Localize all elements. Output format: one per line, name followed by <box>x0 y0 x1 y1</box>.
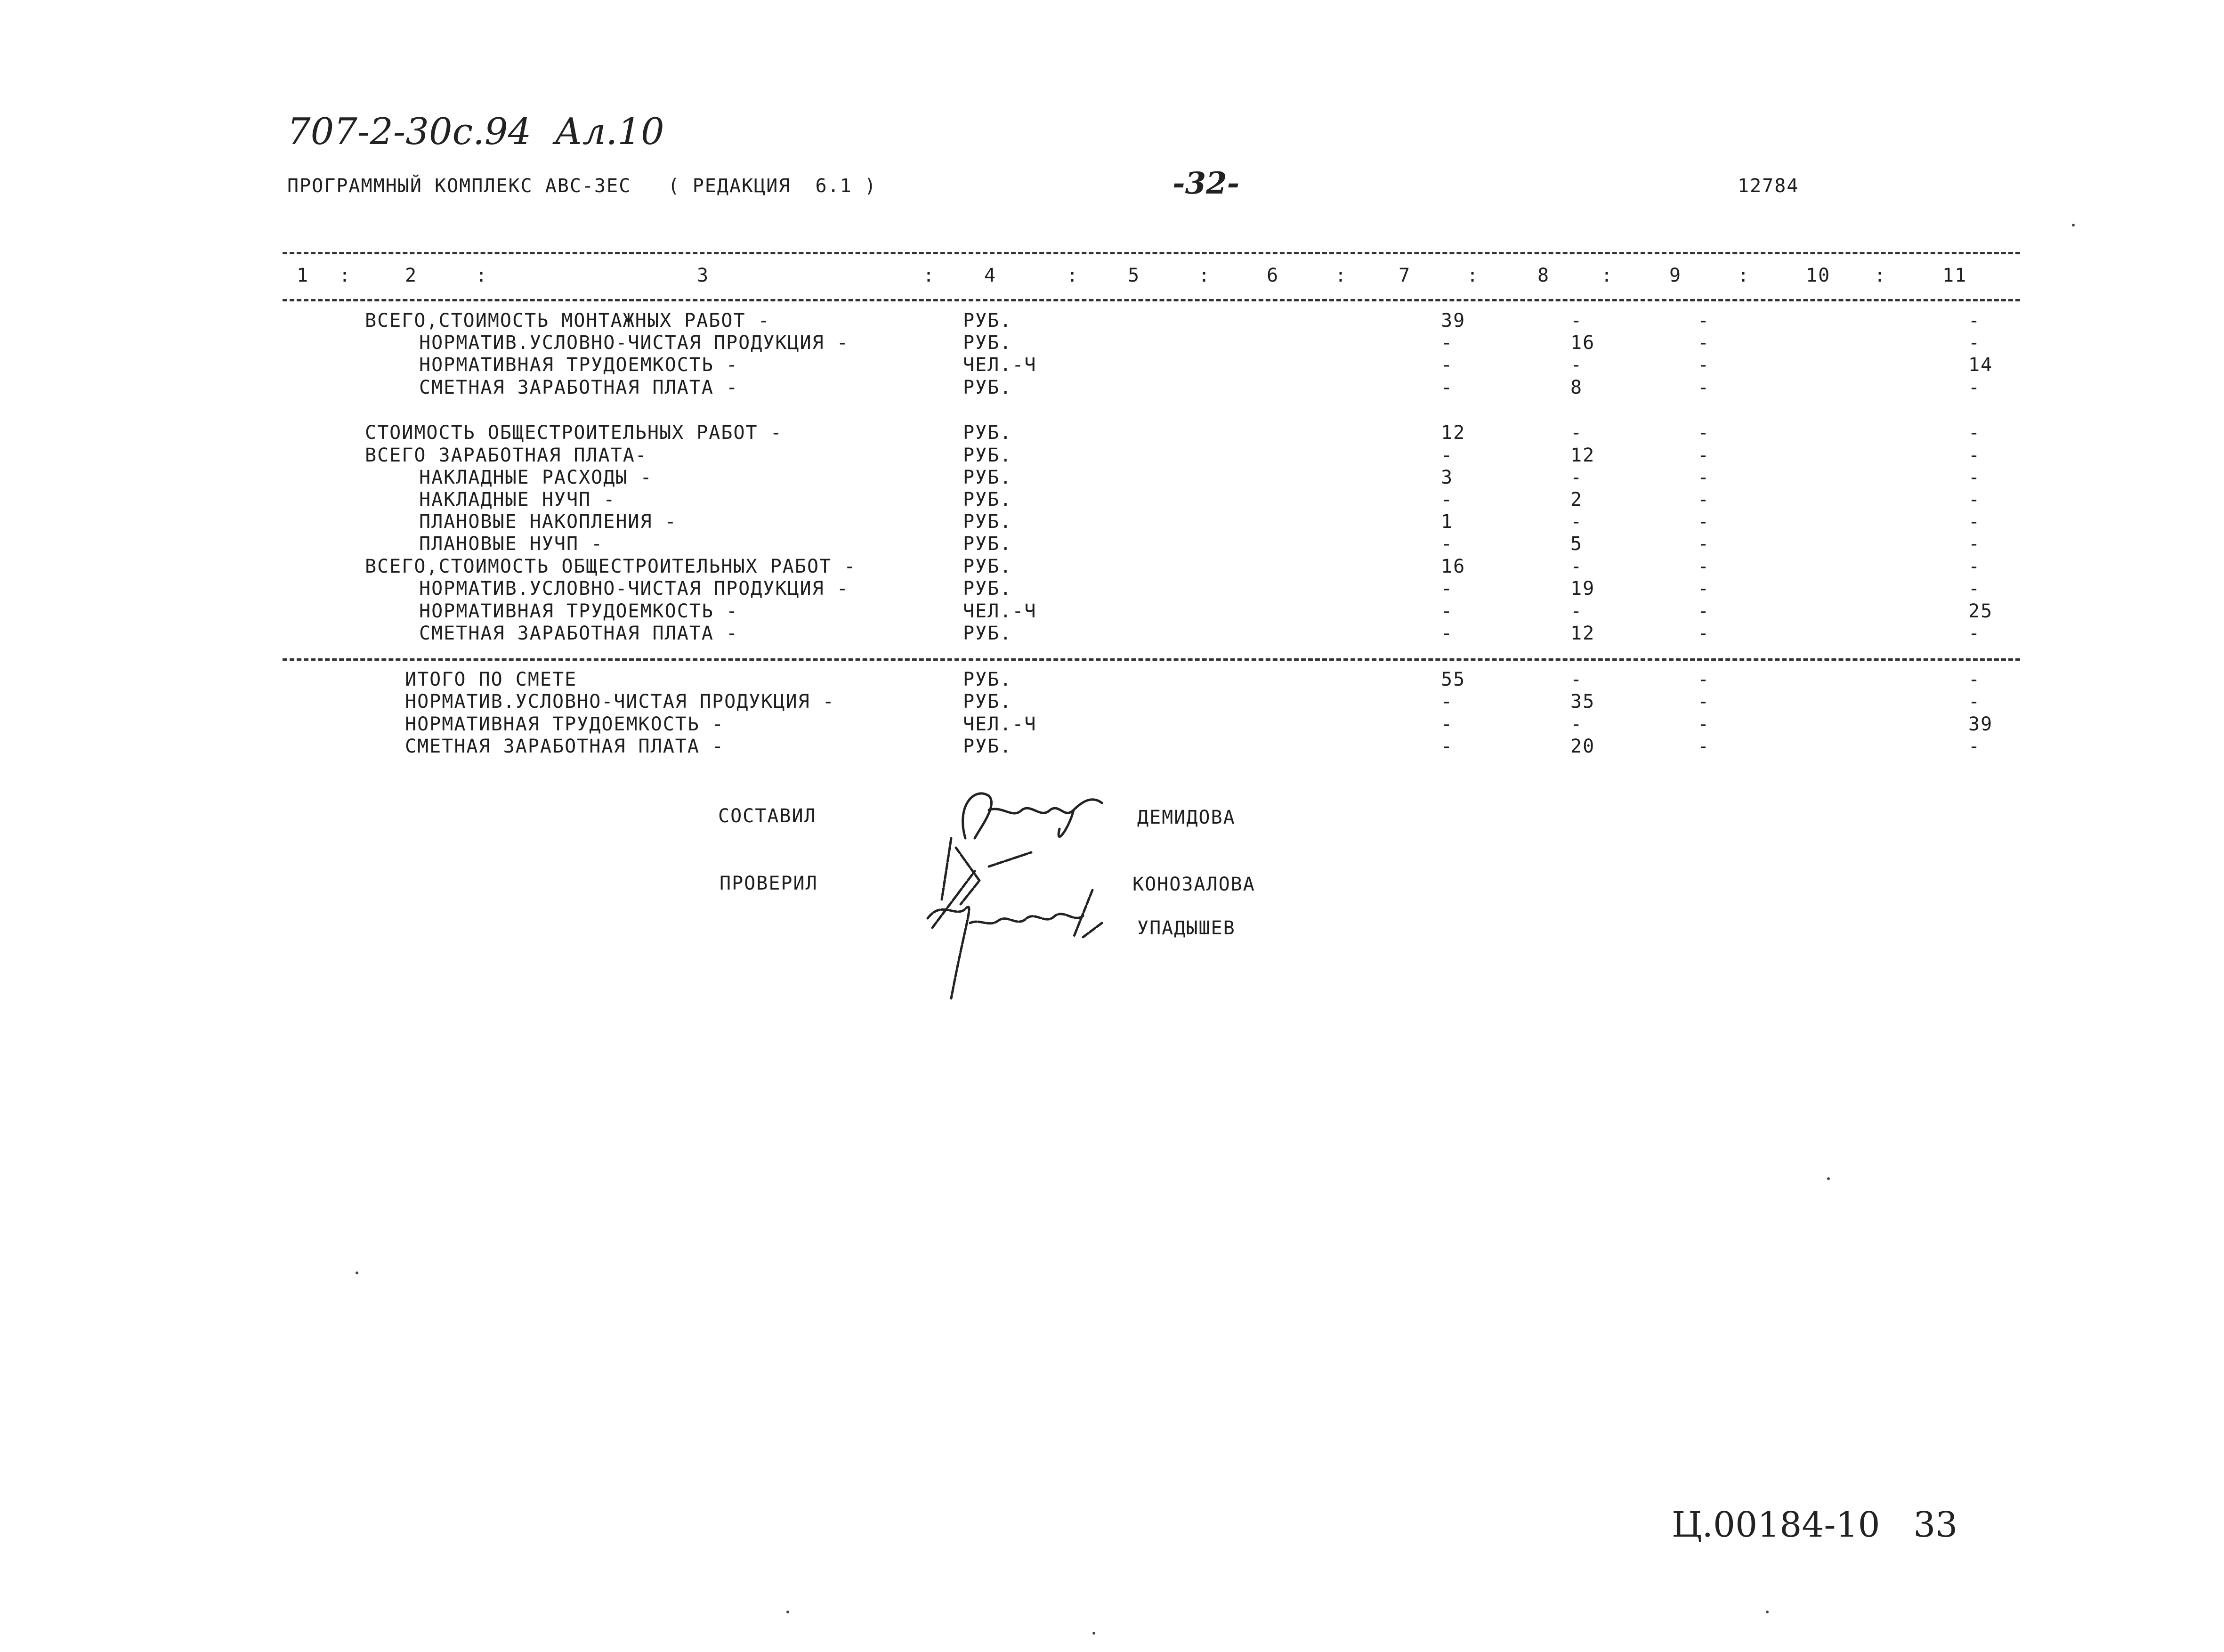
unit-cell: РУБ. <box>963 332 1012 354</box>
scan-speck <box>1092 1632 1095 1635</box>
compiled-name: ДЕМИДОВА <box>1137 807 1236 828</box>
table-row <box>0 422 2224 445</box>
col11-cell: - <box>1968 623 1981 644</box>
unit-cell: РУБ. <box>963 578 1012 599</box>
column-number: 7 <box>1399 265 1411 286</box>
table-row <box>0 354 2224 377</box>
checked-name-2: УПАДЫШЕВ <box>1137 917 1236 939</box>
column-number: 3 <box>697 265 710 286</box>
col8-cell: - <box>1570 354 1583 376</box>
col7-cell: - <box>1441 600 1454 622</box>
scan-speck <box>356 1271 358 1274</box>
col11-cell: - <box>1968 511 1981 533</box>
column-number: 2 <box>405 265 418 286</box>
row-label: НОРМАТИВНАЯ ТРУДОЕМКОСТЬ - <box>405 713 725 735</box>
unit-cell: РУБ. <box>963 310 1012 332</box>
row-label: ПЛАНОВЫЕ НАКОПЛЕНИЯ - <box>419 511 677 533</box>
column-number: 6 <box>1267 265 1279 286</box>
col11-cell: 14 <box>1968 354 1993 376</box>
row-label: НОРМАТИВ.УСЛОВНО-ЧИСТАЯ ПРОДУКЦИЯ - <box>419 578 849 599</box>
col8-cell: - <box>1570 511 1583 533</box>
col8-cell: 12 <box>1570 623 1595 644</box>
column-separator: : <box>1601 265 1614 286</box>
totals-rule <box>283 658 2020 661</box>
table-row <box>0 669 2224 691</box>
col9-cell: - <box>1698 354 1710 376</box>
col7-cell: - <box>1441 377 1454 398</box>
col7-cell: - <box>1441 332 1454 354</box>
col7-cell: - <box>1441 736 1454 757</box>
program-line: ПРОГРАММНЫЙ КОМПЛЕКС АВС-3ЕС ( РЕДАКЦИЯ 6.1 ) <box>287 175 877 197</box>
column-separator: : <box>1067 265 1079 286</box>
unit-cell: РУБ. <box>963 691 1012 713</box>
page-number: -32- <box>1173 166 1240 201</box>
col11-cell: - <box>1968 467 1981 488</box>
col7-cell: 1 <box>1441 511 1454 533</box>
table-header-rule <box>283 299 2020 301</box>
table-row <box>0 377 2224 399</box>
column-separator: : <box>1738 265 1750 286</box>
col7-cell: 3 <box>1441 467 1454 488</box>
checked-label: ПРОВЕРИЛ <box>720 873 818 894</box>
col8-cell: - <box>1570 713 1583 735</box>
col7-cell: - <box>1441 489 1454 510</box>
column-separator: : <box>1874 265 1887 286</box>
unit-cell: РУБ. <box>963 556 1012 577</box>
column-separator: : <box>476 265 488 286</box>
unit-cell: РУБ. <box>963 467 1012 488</box>
checked-name-1: КОНОЗАЛОВА <box>1132 874 1255 895</box>
col11-cell: - <box>1968 691 1981 713</box>
row-label: НОРМАТИВНАЯ ТРУДОЕМКОСТЬ - <box>419 354 739 376</box>
col9-cell: - <box>1698 511 1710 533</box>
col9-cell: - <box>1698 669 1710 690</box>
col9-cell: - <box>1698 713 1710 735</box>
table-row <box>0 623 2224 645</box>
table-row <box>0 445 2224 467</box>
col11-cell: 25 <box>1968 600 1993 622</box>
col9-cell: - <box>1698 533 1710 555</box>
col11-cell: - <box>1968 669 1981 690</box>
row-label: СМЕТНАЯ ЗАРАБОТНАЯ ПЛАТА - <box>419 377 739 398</box>
col7-cell: 16 <box>1441 556 1466 577</box>
col9-cell: - <box>1698 556 1710 577</box>
col7-cell: - <box>1441 533 1454 555</box>
column-number: 8 <box>1537 265 1550 286</box>
unit-cell: ЧЕЛ.-Ч <box>963 354 1037 376</box>
table-top-rule <box>283 252 2020 254</box>
col11-cell: - <box>1968 556 1981 577</box>
col9-cell: - <box>1698 310 1710 332</box>
table-row <box>0 332 2224 355</box>
col8-cell: - <box>1570 467 1583 488</box>
column-separator: : <box>339 265 352 286</box>
unit-cell: РУБ. <box>963 422 1012 444</box>
column-separator: : <box>923 265 936 286</box>
column-separator: : <box>1467 265 1480 286</box>
column-number: 5 <box>1128 265 1140 286</box>
col11-cell: 39 <box>1968 713 1993 735</box>
col7-cell: - <box>1441 354 1454 376</box>
table-row <box>0 713 2224 736</box>
col8-cell: - <box>1570 556 1583 577</box>
col9-cell: - <box>1698 736 1710 757</box>
column-separator: : <box>1335 265 1348 286</box>
column-number: 9 <box>1669 265 1682 286</box>
compiled-label: СОСТАВИЛ <box>718 805 817 827</box>
col9-cell: - <box>1698 691 1710 713</box>
row-label: ВСЕГО,СТОИМОСТЬ МОНТАЖНЫХ РАБОТ - <box>365 310 770 332</box>
table-row <box>0 736 2224 758</box>
table-row <box>0 691 2224 713</box>
col8-cell: 16 <box>1570 332 1595 354</box>
column-number: 4 <box>984 265 997 286</box>
col9-cell: - <box>1698 445 1710 466</box>
col11-cell: - <box>1968 533 1981 555</box>
unit-cell: РУБ. <box>963 511 1012 533</box>
scan-speck <box>1766 1611 1769 1613</box>
col8-cell: - <box>1570 310 1583 332</box>
col8-cell: 20 <box>1570 736 1595 757</box>
row-label: НАКЛАДНЫЕ НУЧП - <box>419 489 616 510</box>
column-number: 10 <box>1806 265 1831 286</box>
col7-cell: 39 <box>1441 310 1466 332</box>
row-label: ВСЕГО ЗАРАБОТНАЯ ПЛАТА- <box>365 445 647 466</box>
row-label: ВСЕГО,СТОИМОСТЬ ОБЩЕСТРОИТЕЛЬНЫХ РАБОТ - <box>365 556 857 577</box>
col9-cell: - <box>1698 489 1710 510</box>
table-row <box>0 533 2224 556</box>
col9-cell: - <box>1698 377 1710 398</box>
col11-cell: - <box>1968 332 1981 354</box>
document-id: 12784 <box>1738 175 1799 197</box>
document-code: 707-2-30с.94 Ал.10 <box>287 111 664 153</box>
unit-cell: РУБ. <box>963 533 1012 555</box>
row-label: НОРМАТИВНАЯ ТРУДОЕМКОСТЬ - <box>419 600 739 622</box>
row-label: ИТОГО ПО СМЕТЕ <box>405 669 577 690</box>
signature-checker <box>923 829 1149 1008</box>
col7-cell: - <box>1441 445 1454 466</box>
col8-cell: 19 <box>1570 578 1595 599</box>
table-row <box>0 578 2224 600</box>
col11-cell: - <box>1968 489 1981 510</box>
table-row <box>0 511 2224 534</box>
col9-cell: - <box>1698 578 1710 599</box>
table-row <box>0 310 2224 332</box>
col9-cell: - <box>1698 467 1710 488</box>
col8-cell: 5 <box>1570 533 1583 555</box>
scan-speck <box>1827 1177 1830 1180</box>
col9-cell: - <box>1698 422 1710 444</box>
col9-cell: - <box>1698 332 1710 354</box>
col9-cell: - <box>1698 600 1710 622</box>
row-label: НАКЛАДНЫЕ РАСХОДЫ - <box>419 467 653 488</box>
col8-cell: - <box>1570 600 1583 622</box>
table-row <box>0 489 2224 511</box>
col7-cell: - <box>1441 623 1454 644</box>
col7-cell: 55 <box>1441 669 1466 690</box>
unit-cell: РУБ. <box>963 377 1012 398</box>
col7-cell: - <box>1441 713 1454 735</box>
row-label: ПЛАНОВЫЕ НУЧП - <box>419 533 604 555</box>
col9-cell: - <box>1698 623 1710 644</box>
unit-cell: РУБ. <box>963 489 1012 510</box>
col11-cell: - <box>1968 377 1981 398</box>
column-separator: : <box>1198 265 1211 286</box>
col8-cell: 2 <box>1570 489 1583 510</box>
col8-cell: 12 <box>1570 445 1595 466</box>
unit-cell: РУБ. <box>963 445 1012 466</box>
row-label: СМЕТНАЯ ЗАРАБОТНАЯ ПЛАТА - <box>419 623 739 644</box>
table-row <box>0 556 2224 578</box>
col8-cell: - <box>1570 669 1583 690</box>
unit-cell: ЧЕЛ.-Ч <box>963 713 1037 735</box>
col11-cell: - <box>1968 445 1981 466</box>
table-row <box>0 467 2224 489</box>
row-label: СМЕТНАЯ ЗАРАБОТНАЯ ПЛАТА - <box>405 736 725 757</box>
col7-cell: - <box>1441 578 1454 599</box>
scan-speck <box>2072 224 2075 227</box>
row-label: СТОИМОСТЬ ОБЩЕСТРОИТЕЛЬНЫХ РАБОТ - <box>365 422 783 444</box>
column-number-row <box>0 265 2224 287</box>
col11-cell: - <box>1968 736 1981 757</box>
col8-cell: 35 <box>1570 691 1595 713</box>
unit-cell: РУБ. <box>963 669 1012 690</box>
table-row <box>0 600 2224 623</box>
col11-cell: - <box>1968 422 1981 444</box>
col8-cell: 8 <box>1570 377 1583 398</box>
column-number: 1 <box>297 265 309 286</box>
unit-cell: РУБ. <box>963 736 1012 757</box>
row-label: НОРМАТИВ.УСЛОВНО-ЧИСТАЯ ПРОДУКЦИЯ - <box>419 332 849 354</box>
col11-cell: - <box>1968 310 1981 332</box>
col11-cell: - <box>1968 578 1981 599</box>
unit-cell: ЧЕЛ.-Ч <box>963 600 1037 622</box>
scan-speck <box>786 1611 789 1613</box>
col7-cell: 12 <box>1441 422 1466 444</box>
row-label: НОРМАТИВ.УСЛОВНО-ЧИСТАЯ ПРОДУКЦИЯ - <box>405 691 835 713</box>
column-number: 11 <box>1942 265 1967 286</box>
footer-code: Ц.00184-10 33 <box>1672 1505 1958 1545</box>
col7-cell: - <box>1441 691 1454 713</box>
unit-cell: РУБ. <box>963 623 1012 644</box>
col8-cell: - <box>1570 422 1583 444</box>
